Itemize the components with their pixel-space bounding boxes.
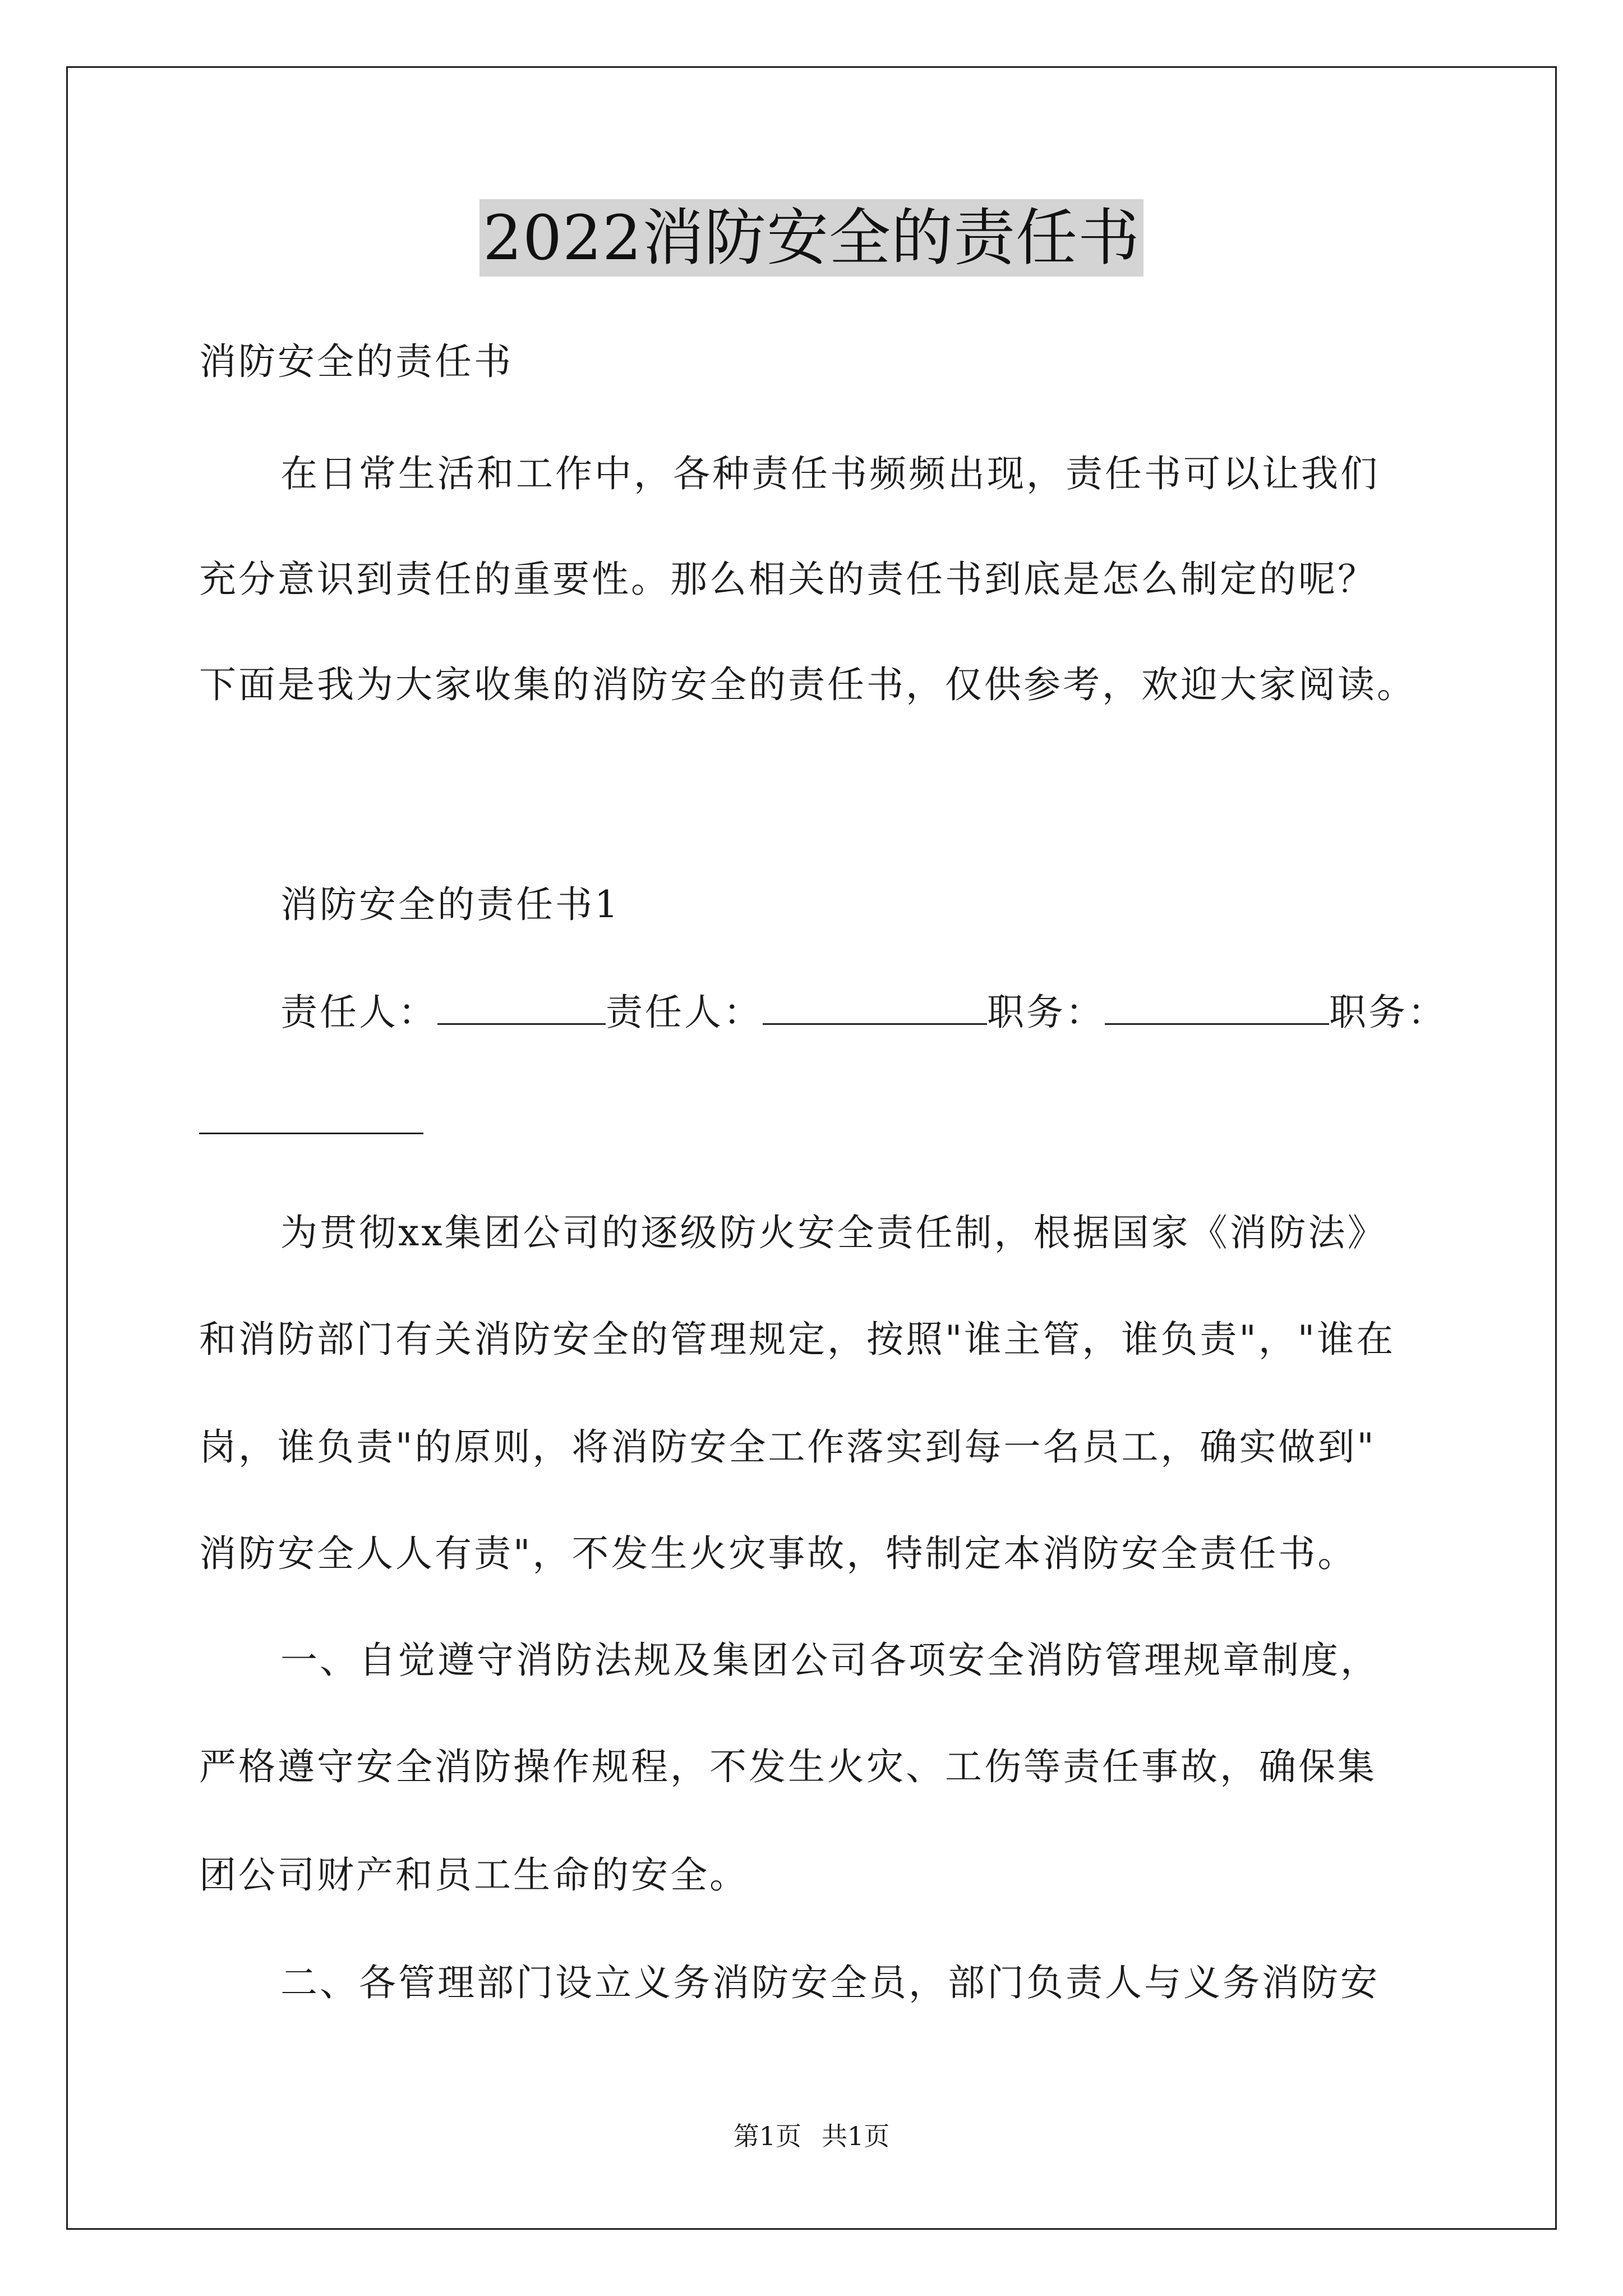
signature-blank (199, 1099, 423, 1134)
page-footer (0, 2119, 1623, 2153)
signature-row-continued (199, 1097, 1433, 1147)
document-title: 2022消防安全的责任书 (479, 199, 1144, 277)
signature-label: 责任人： (280, 991, 437, 1034)
page-total: 共1页 (822, 2121, 890, 2151)
signature-label: 责任人： (606, 991, 763, 1034)
paragraph-line: 和消防部门有关消防安全的管理规定，按照"谁主管，谁负责"，"谁在 (199, 1318, 1396, 1361)
heading-line: 消防安全的责任书 (199, 340, 513, 383)
paragraph-line: 严格遵守安全消防操作规程，不发生火灾、工伤等责任事故，确保集 (199, 1745, 1377, 1788)
signature-label: 职务： (1329, 991, 1447, 1034)
paragraph-line: 一、自觉遵守消防法规及集团公司各项安全消防管理规章制度， (280, 1639, 1380, 1682)
section-heading: 消防安全的责任书1 (280, 883, 620, 926)
title-container (0, 199, 1623, 277)
signature-row (199, 987, 1514, 1038)
paragraph-line: 在日常生活和工作中，各种责任书频频出现，责任书可以让我们 (280, 452, 1380, 495)
paragraph-line: 消防安全人人有责"，不发生火灾事故，特制定本消防安全责任书。 (199, 1532, 1357, 1575)
page-number: 第1页 (733, 2121, 801, 2151)
paragraph-line: 二、各管理部门设立义务消防安全员，部门负责人与义务消防安 (280, 1961, 1380, 2004)
paragraph-line: 岗，谁负责"的原则，将消防安全工作落实到每一名员工，确实做到" (199, 1425, 1376, 1469)
paragraph-line: 充分意识到责任的重要性。那么相关的责任书到底是怎么制定的呢？ (199, 558, 1377, 601)
paragraph-line: 团公司财产和员工生命的安全。 (199, 1853, 749, 1897)
signature-label: 职务： (987, 991, 1105, 1034)
signature-blank (437, 990, 606, 1025)
signature-blank (1105, 990, 1329, 1025)
paragraph-line: 为贯彻xx集团公司的逐级防火安全责任制，根据国家《消防法》 (280, 1211, 1387, 1254)
page-border (66, 66, 1557, 2230)
paragraph-line: 下面是我为大家收集的消防安全的责任书，仅供参考，欢迎大家阅读。 (199, 663, 1416, 706)
signature-blank (763, 990, 987, 1025)
